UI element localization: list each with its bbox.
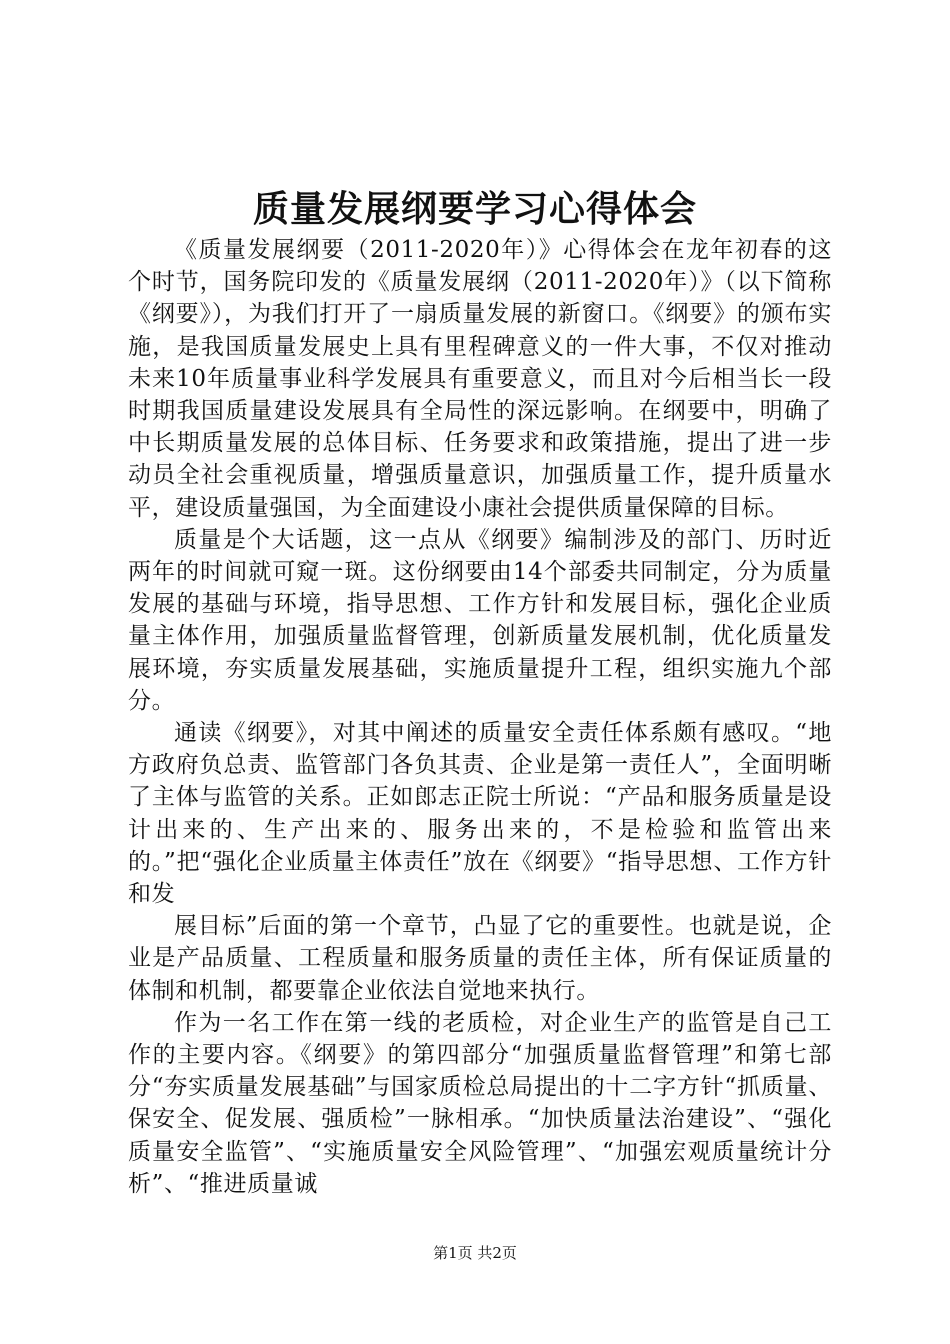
page-title: 质量发展纲要学习心得体会 bbox=[252, 188, 697, 230]
paragraph-2: 质量是个大话题，这一点从《纲要》编制涉及的部门、历时近两年的时间就可窥一斑。这份纲要由14个部委共同制定，分为质量发展的基础与环境，指导思想、工作方针和发展目标，强化企业质量主体作用，加强质量监督管理，创新质量发展机制，优化质量发展环境，夯实质量发展基础，实施质量提升工程，组织实施九个部分。 bbox=[128, 526, 832, 714]
paragraph-1: 《质量发展纲要（2011-2020年）》心得体会在龙年初春的这个时节，国务院印发的《质量发展纲（2011-2020年）》（以下简称《纲要》），为我们打开了一扇质量发展的新窗口。《纲要》的颁布实施，是我国质量发展史上具有里程碑意义的一件大事，不仅对推动未来10年质量事业科学发展具有重要意义，而且对今后相当长一段时期我国质量建设发展具有全局性的深远影响。在纲要中，明确了中长期质量发展的总体目标、任务要求和政策措施，提出了进一步动员全社会重视质量，增强质量意识，加强质量工作，提升质量水平，建设质量强国，为全面建设小康社会提供质量保障的目标。 bbox=[128, 237, 832, 521]
paragraph-4: 展目标”后面的第一个章节，凸显了它的重要性。也就是说，企业是产品质量、工程质量和服务质量的责任主体，所有保证质量的体制和机制，都要靠企业依法自觉地来执行。 bbox=[128, 913, 832, 1004]
document-body bbox=[128, 234, 832, 1200]
paragraph-5: 作为一名工作在第一线的老质检，对企业生产的监管是自己工作的主要内容。《纲要》的第四部分“加强质量监督管理”和第七部分“夯实质量发展基础”与国家质检总局提出的十二字方针“抓质量、保安全、促发展、强质检”一脉相承。“加快质量法治建设”、“强化质量安全监管”、“实施质量安全风险管理”、“加强宏观质量统计分析”、“推进质量诚 bbox=[128, 1009, 832, 1197]
page-number-footer: 第1页 共2页 bbox=[433, 1244, 517, 1262]
paragraph-3: 通读《纲要》，对其中阐述的质量安全责任体系颇有感叹。“地方政府负总责、监管部门各负其责、企业是第一责任人”，全面明晰了主体与监管的关系。正如郎志正院士所说：“产品和服务质量是设计出来的、生产出来的、服务出来的，不是检验和监管出来的。”把“强化企业质量主体责任”放在《纲要》“指导思想、工作方针和发 bbox=[128, 720, 832, 908]
